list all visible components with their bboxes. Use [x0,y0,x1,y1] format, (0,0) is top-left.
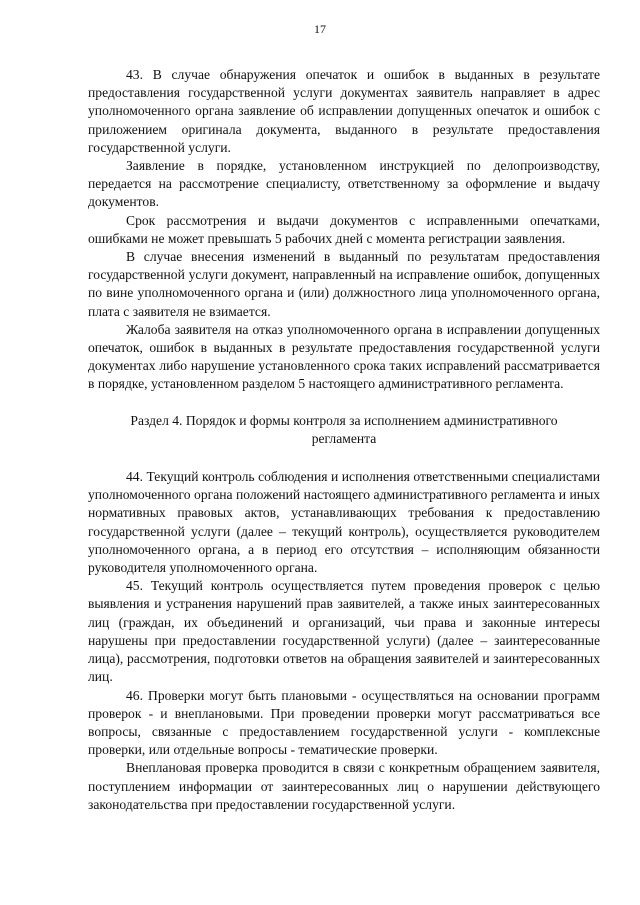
section-heading: Раздел 4. Порядок и формы контроля за исполнением административного регламента [130,412,558,446]
paragraph-45: 45. Текущий контроль осуществляется путем проведения проверок с целью выявления и устранения нарушений прав заявителей, а также иных заинтересованных лиц (граждан, их объединений и организаций, чьи права и законные интересы нарушены при предоставлении государственной услуги) (далее – заинтересованные лица), рассмотрения, подготовки ответов на обращения заявителей и заинтересованных лиц. [88,578,600,685]
paragraph-application-procedure: Заявление в порядке, установленном инструкцией по делопроизводству, передается на рассмотрение специалисту, ответственному за оформление и выдачу документов. [88,158,600,210]
paragraph-46: 46. Проверки могут быть плановыми - осуществляться на основании программ проверок - и внеплановыми. При проведении проверки могут рассматриваться все вопросы, связанные с предоставлением государственной услуги - комплексные проверки, или отдельные вопросы - тематические проверки. [88,687,600,758]
paragraph-43: 43. В случае обнаружения опечаток и ошибок в выданных в результате предоставления государственной услуги документах заявитель направляет в адрес уполномоченного органа заявление об исправлении допущенных опечаток и ошибок с приложением оригинала документа, выданного в результате предоставления государственной услуги. [88,67,600,155]
paragraph-complaint: Жалоба заявителя на отказ уполномоченного органа в исправлении допущенных опечаток, ошибок в выданных в результате предоставления государственной услуги документах либо нарушение установленного срока таких исправлений рассматривается в порядке, установленном разделом 5 настоящего административного регламента. [88,321,600,392]
paragraph-unscheduled-inspection: Внеплановая проверка проводится в связи с конкретным обращением заявителя, поступлением информации от заинтересованных лиц о нарушении действующего законодательства при предоставлении государственной услуги. [88,760,600,812]
paragraph-review-deadline: Срок рассмотрения и выдачи документов с исправленными опечатками, ошибками не может превышать 5 рабочих дней с момента регистрации заявления. [88,212,600,246]
document-body [88,66,600,814]
paragraph-44: 44. Текущий контроль соблюдения и исполнения ответственными специалистами уполномоченного органа положений настоящего административного регламента и иных нормативных правовых актов, устанавливающих требования к предоставлению государственной услуги (далее – текущий контроль), осуществляется руководителем уполномоченного органа, а в период его отсутствия – исполняющим обязанности руководителя уполномоченного органа. [88,469,600,576]
page-number: 17 [314,22,326,36]
paragraph-no-fee: В случае внесения изменений в выданный по результатам предоставления государственной услуги документ, направленный на исправление ошибок, допущенных по вине уполномоченного органа и (или) должностного лица уполномоченного органа, плата с заявителя не взимается. [88,249,600,319]
